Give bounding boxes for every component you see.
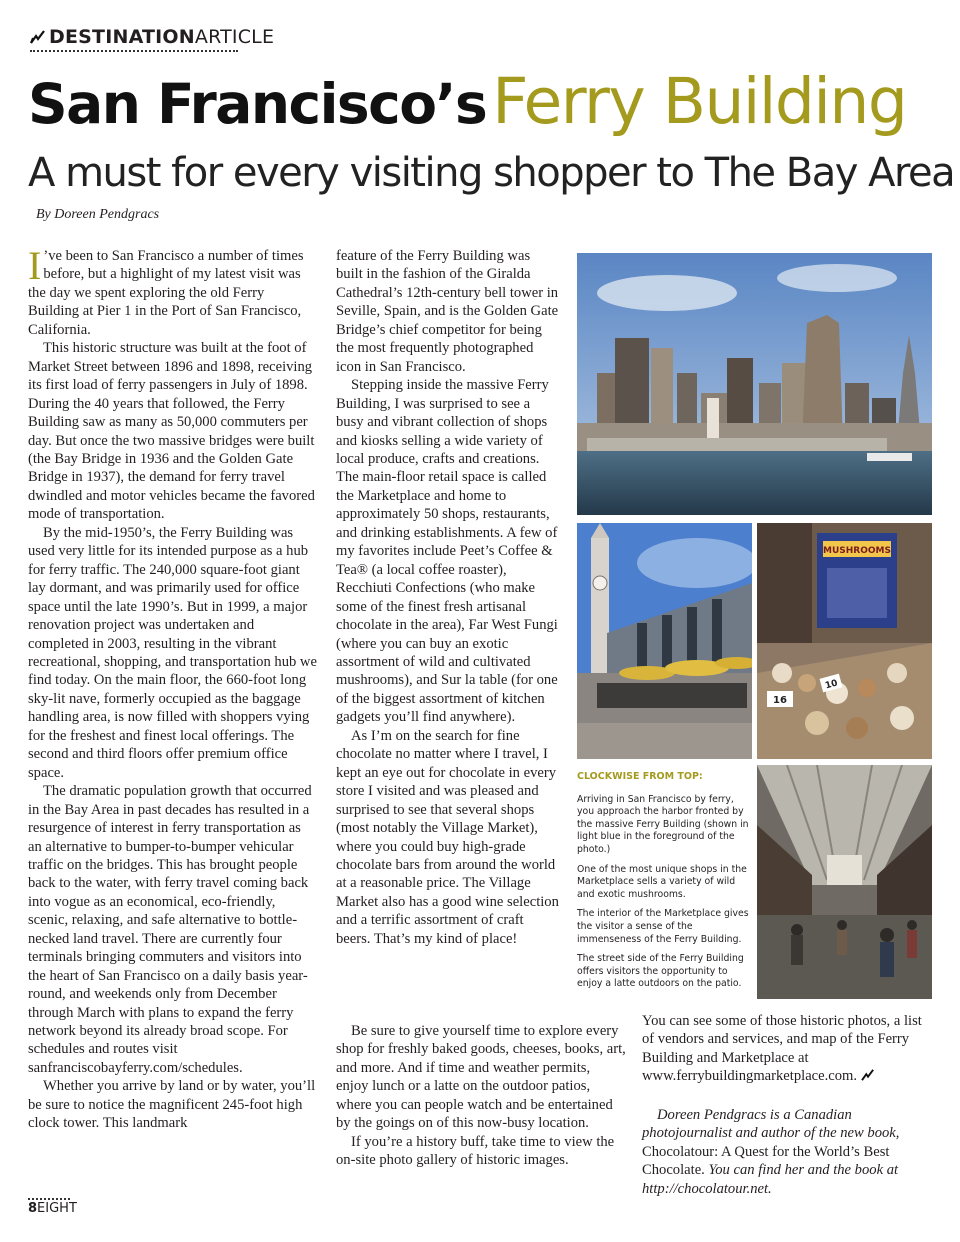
paragraph: This historic structure was built at the foot of Market Street between 1896 and 1898, receiving its first load of ferry passengers in July of 1898. During the 40 years that followed, the Ferry Building saw as many as 50,000 commuters per day. But once the two massive bridges were built (the Bay Bridge in 1936 and the Golden Gate Bridge in 1937), the demand for ferry travel dwindled and motor vehicles became the favored mode of transportation. bbox=[28, 340, 315, 523]
paragraph-text: ’ve been to San Francisco a number of times before, but a highlight of my latest visit was the day we spent exploring the old Ferry Building at Pier 1 in the Port of San Francisco, California. bbox=[28, 248, 304, 338]
author-bio bbox=[642, 1106, 934, 1198]
title-part-1: San Francisco’s bbox=[28, 72, 487, 136]
page-number-word: EIGHT bbox=[37, 1201, 77, 1216]
paragraph: As I’m on the search for fine chocolate no matter where I travel, I kept an eye out for chocolate in every store I visited and was pleased and surprised to see that several shops (most notably the Village Market), where you could buy high-grade chocolate bars from around the world at a reasonable price. The Village Market also has a good wine selection and a terrific assortment of craft beers. That’s my kind of place! bbox=[336, 727, 559, 947]
caption-text: The street side of the Ferry Building offers visitors the opportunity to enjoy a latte outdoors on the patio. bbox=[577, 953, 744, 990]
bio-text: You can find her and the book at http://chocolatour.net. bbox=[642, 1162, 899, 1197]
bio-text: Doreen Pendgracs is a Canadian photojournalist and author of the new book, bbox=[642, 1106, 900, 1142]
paragraph: If you’re a history buff, take time to view the on-site photo gallery of historic images. bbox=[336, 1133, 615, 1169]
ferry-building-skyline-photo bbox=[577, 253, 932, 515]
article-column-2 bbox=[336, 247, 560, 948]
book-title: Chocolatour: A Quest for the World’s Best Chocolate. bbox=[642, 1143, 890, 1179]
paragraph: Be sure to give yourself time to explore every shop for freshly baked goods, cheeses, books, art, and more. And if time and weather permits, enjoy lunch or a latte on the outdoor patios, where you can people watch and be entertained by the goings on of this now-busy location. bbox=[336, 1023, 626, 1132]
end-mark-icon bbox=[861, 1069, 875, 1081]
photo-caption bbox=[577, 771, 749, 998]
section-label bbox=[30, 26, 274, 48]
article-column-1 bbox=[28, 243, 318, 1133]
page-number-digit: 8 bbox=[28, 1201, 38, 1216]
paragraph bbox=[642, 1012, 934, 1086]
caption-text: Arriving in San Francisco by ferry, you approach the harbor fronted by the massive Ferry Building (shown in light blue in the foreground of the photo.) bbox=[577, 793, 749, 855]
byline: By Doreen Pendgracs bbox=[36, 207, 160, 222]
pencil-mark-icon bbox=[30, 30, 46, 44]
drop-cap: I bbox=[28, 243, 42, 288]
caption-text: One of the most unique shops in the Marketplace sells a variety of wild and exotic mushrooms. bbox=[577, 863, 747, 900]
article-subtitle: A must for every visiting shopper to The Bay Area bbox=[28, 150, 955, 196]
article-column-3 bbox=[642, 1012, 934, 1198]
mushroom-sign-text: MUSHROOMS bbox=[823, 546, 891, 556]
title-part-2: Ferry Building bbox=[492, 65, 907, 138]
folio-rule bbox=[28, 1198, 70, 1200]
section-label-bold: DESTINATION bbox=[49, 26, 195, 48]
section-label-light: ARTICLE bbox=[194, 26, 275, 48]
caption-heading: CLOCKWISE FROM TOP: bbox=[577, 771, 703, 782]
section-rule bbox=[30, 50, 238, 52]
paragraph-text: You can see some of those historic photos, a list of vendors and services, and map of the Ferry Building and Marketplace at www.ferrybuildingmarketplace.com. bbox=[642, 1013, 922, 1085]
paragraph: feature of the Ferry Building was built in the fashion of the Giralda Cathedral’s 12th-century bell tower in Seville, Spain, and is the Golden Gate Bridge’s chief competitor for being the most frequently photographed icon in San Francisco. bbox=[336, 248, 559, 375]
price-tag-10: 10 bbox=[824, 678, 839, 692]
article-title bbox=[28, 65, 907, 138]
ferry-building-patio-photo bbox=[577, 523, 752, 759]
paragraph: By the mid-1950’s, the Ferry Building was used very little for its intended purpose as a hub for ferry traffic. The 240,000 square-foot giant lay dormant, and was primarily used for office space until the late 1990’s. But in 1999, a major renovation project was undertaken and completed in 2003, resulting in the vibrant recreational, shopping, and transportation hub we find today. On the main floor, the 660-foot long sky-lit nave, formerly occupied as the baggage handling area, is now filled with shoppers vying for the freshest and finest local offerings. The second and third floors offer premium office space. bbox=[28, 524, 317, 781]
paragraph: Whether you arrive by land or by water, you’ll be sure to notice the magnificent 245-foot high clock tower. This landmark bbox=[28, 1078, 316, 1132]
paragraph: Stepping inside the massive Ferry Building, I was surprised to see a busy and vibrant collection of shops and kiosks selling a wide variety of local produce, crafts and creations. The main-floor retail space is called the Marketplace and home to approximately 50 shops, restaurants, and drinking establishments. A few of my favorites include Peet’s Coffee & Tea® (a local coffee roaster), Recchiuti Confections (who make some of the finest fresh artisanal chocolate in the area), Far West Fungi (where you can buy an exotic assortment of wild and cultivated mushrooms), and Sur la table (for one of the biggest assortment of kitchen gadgets you’ll find anywhere). bbox=[336, 377, 558, 726]
paragraph: The dramatic population growth that occurred in the Bay Area in past decades has resulted in a resurgence of interest in ferry transportation as an alternative to bumper-to-bumper vehicular traffic on the bridges. This has brought people back to the water, with ferry travel coming back into vogue as an economical, eco-friendly, scenic, relaxing, and safe alternative to bottle-necked land travel. There are currently four terminals bringing commuters and visitors into the heart of San Francisco on a daily basis year-round, and weekends only from December through March with plans to expand the ferry network beyond its already broad scope. For schedules and routes visit sanfranciscobayferry.com/schedules. bbox=[28, 783, 312, 1076]
paragraph bbox=[28, 243, 318, 339]
caption-text: The interior of the Marketplace gives the visitor a sense of the immenseness of the Ferry Building. bbox=[577, 908, 749, 945]
article-column-2-bottom bbox=[336, 1022, 626, 1170]
mushroom-shop-photo bbox=[757, 523, 932, 759]
marketplace-interior-photo bbox=[757, 765, 932, 999]
page-number bbox=[28, 1201, 77, 1216]
price-tag-16: 16 bbox=[773, 695, 787, 706]
